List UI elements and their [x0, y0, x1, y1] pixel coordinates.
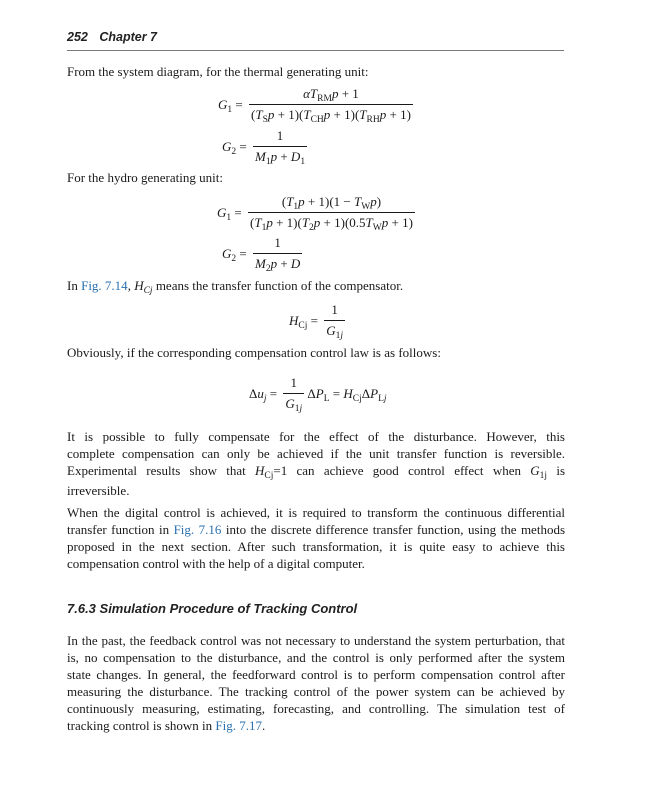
equation-hydro-g2: $G_2$ = $\frac{1}{M_2p + D}$ — [222, 235, 301, 274]
equation-control-law: $\Delta u_j$ = $\frac{1}{G_{1j}}$ $\Delta P_L = H_{Cj}\Delta P_{Lj}$ — [249, 375, 387, 414]
paragraph-compensation: It is possible to fully compensate for the effect of the disturbance. However, this complete compensation can only be achieved if the unit transfer function is reversible. Experimental results show that $H_{Cj}=1$ can achieve good control effect when $G_{1j}$ is irreversible. — [67, 429, 565, 498]
hc-sentence: In Fig. 7.14, $H_{Cj}$ means the transfer function of the compensator. — [67, 278, 404, 296]
equation-thermal-g2: $G_2$ = $\frac{1}{M_1p + D_1}$ — [222, 128, 306, 167]
paragraph-tracking-control: In the past, the feedback control was not necessary to understand the system perturbation, that is, no compensation to the disturbance, and the control is only performed after the system state changes. In general, the feedforward control is to perform compensation control after measuring the disturbance. The tracking control of the power system can be achieved by continuously measuring, estimating, forecasting, and controlling. The simulation test of tracking control is shown in Fig. 7.17. — [67, 633, 565, 733]
running-header — [67, 30, 564, 51]
figure-link-7-16[interactable]: Fig. 7.16 — [173, 522, 222, 537]
figure-link-7-17[interactable]: Fig. 7.17 — [215, 718, 262, 733]
figure-link-7-14[interactable]: Fig. 7.14 — [81, 278, 128, 293]
page-number: 252 — [67, 30, 88, 44]
chapter-label: Chapter 7 — [99, 30, 157, 44]
equation-thermal-g1: $G_1$ = $\frac{\alpha T_{RM}p + 1}{(T_Sp + 1)(T_{CH}p + 1)(T_{RH}p + 1)}$ — [218, 86, 411, 125]
intro-hydro: For the hydro generating unit: — [67, 170, 223, 185]
paragraph-digital-control: When the digital control is achieved, it is required to transform the continuous differential transfer function in Fig. 7.16 into the discrete difference transfer function, using the methods proposed in the next section. After such transformation, it is quite easy to achieve this compensation control with the help of a digital computer. — [67, 505, 566, 571]
equation-hydro-g1: $G_1$ = $\frac{(T_1p + 1)(1 - T_Wp)}{(T_1p + 1)(T_2p + 1)(0.5T_Wp + 1)}$ — [217, 194, 413, 233]
equation-hcj: $H_{Cj}$ = $\frac{1}{G_{1j}}$ — [289, 302, 343, 341]
section-heading: 7.6.3 Simulation Procedure of Tracking Control — [67, 601, 358, 616]
intro-thermal: From the system diagram, for the thermal generating unit: — [67, 64, 369, 79]
obviously-sentence: Obviously, if the corresponding compensation control law is as follows: — [67, 345, 441, 360]
